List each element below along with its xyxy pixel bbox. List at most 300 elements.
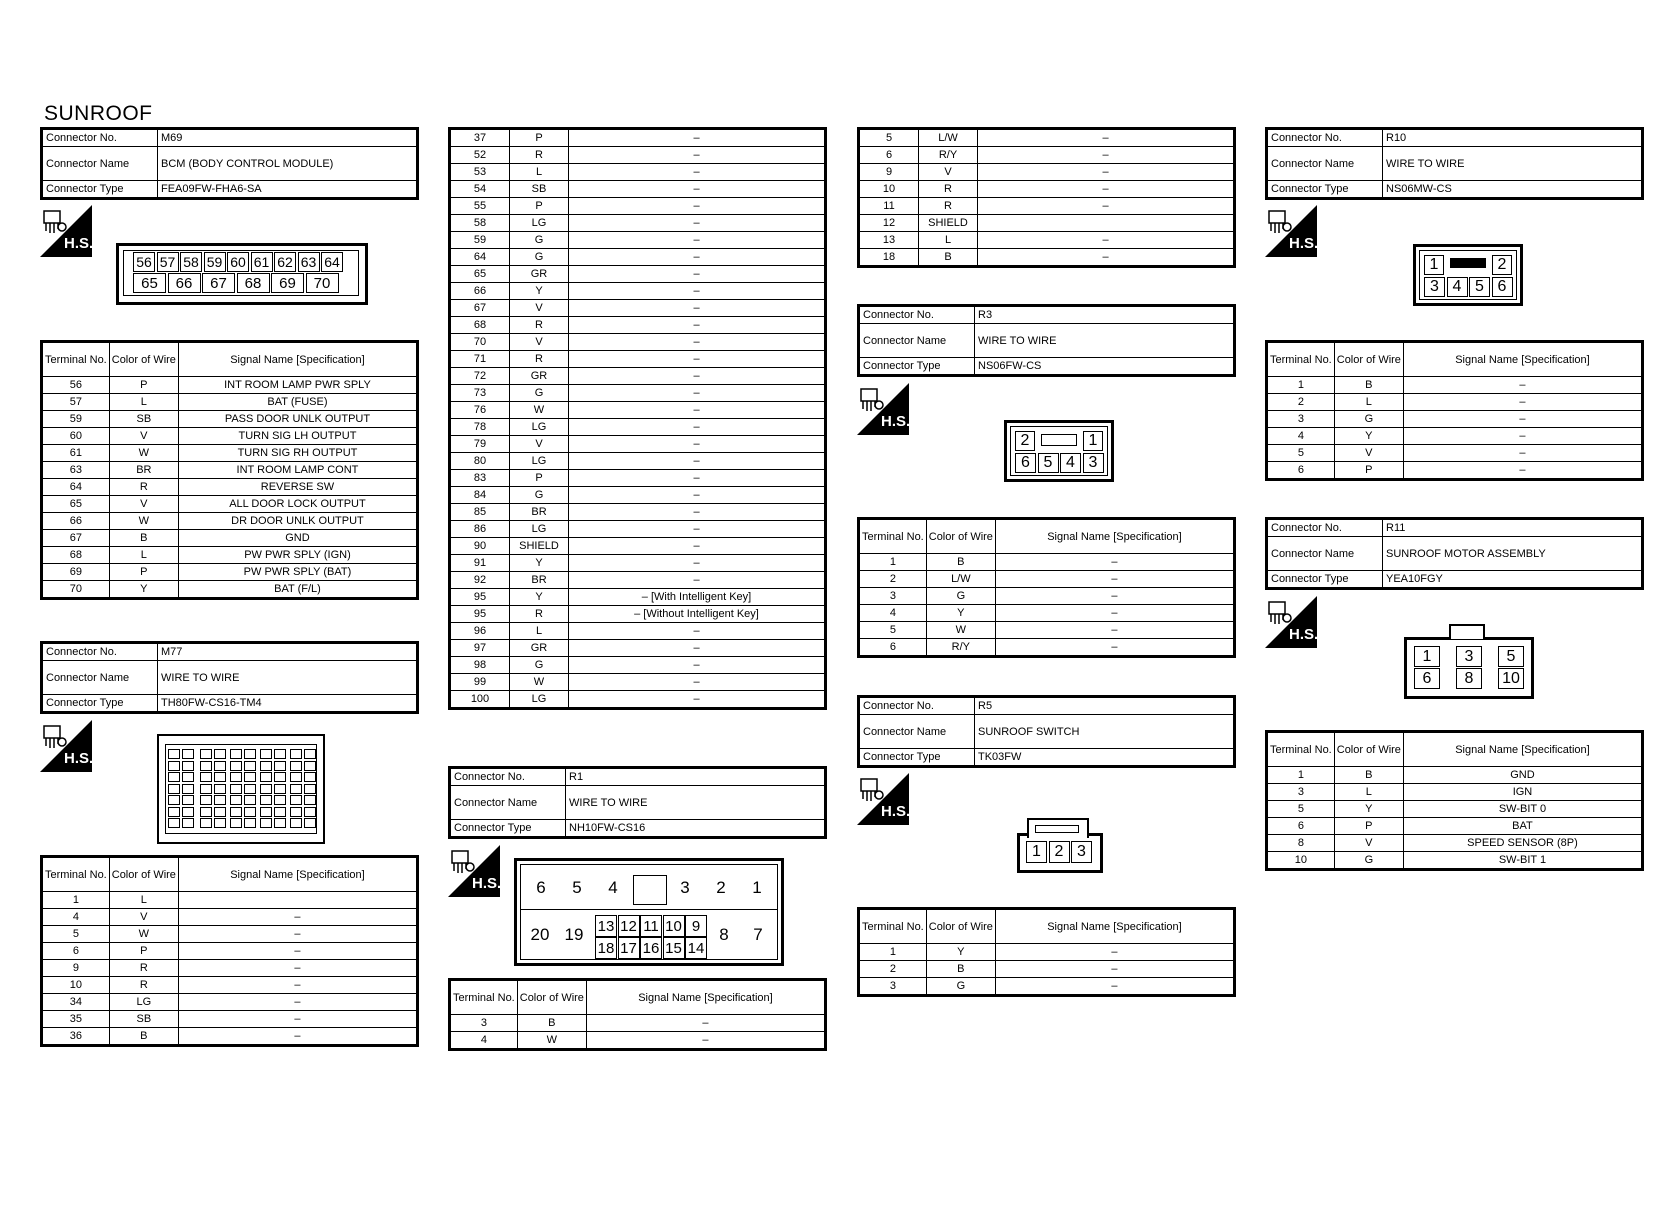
connector-name-label: Connector Name: [450, 786, 566, 820]
connector-pin: 56: [133, 252, 155, 272]
signal-cell: –: [569, 385, 826, 402]
table-row: [42, 547, 418, 564]
connector-pin: 3: [1083, 453, 1104, 473]
connector-no-label: Connector No.: [42, 643, 158, 661]
signal-cell: –: [569, 283, 826, 300]
connector-pin: 5: [1038, 453, 1059, 473]
connector-r11-latch: [1449, 624, 1485, 639]
table-row: [450, 351, 826, 368]
terminal-cell: 91: [450, 555, 510, 572]
connector-cavity: [244, 761, 256, 771]
signal-cell: SW-BIT 1: [1403, 852, 1642, 870]
harness-side-icon: [40, 205, 92, 257]
signal-cell: –: [569, 368, 826, 385]
color-cell: G: [510, 232, 569, 249]
color-cell: B: [926, 554, 995, 571]
connector-key: [633, 875, 667, 905]
terminal-cell: 66: [450, 283, 510, 300]
connector-pin: 58: [180, 252, 202, 272]
connector-cavity: [200, 818, 212, 828]
terminal-cell: 6: [1267, 462, 1335, 480]
signal-cell: TURN SIG LH OUTPUT: [178, 428, 417, 445]
color-cell: Y: [510, 555, 569, 572]
table-row: [859, 181, 1235, 198]
connector-pin: 8: [709, 915, 739, 955]
color-cell: BR: [510, 572, 569, 589]
signal-cell: GND: [178, 530, 417, 547]
color-cell: R: [919, 181, 978, 198]
terminal-cell: 64: [450, 249, 510, 266]
terminal-cell: 6: [42, 943, 110, 960]
table-row: [42, 530, 418, 547]
signal-cell: –: [569, 300, 826, 317]
connector-cavity: [168, 784, 180, 794]
color-cell: P: [510, 198, 569, 215]
connector-cavity: [290, 761, 302, 771]
color-header: Color of Wire: [109, 857, 178, 892]
connector-cavity: [214, 761, 226, 771]
connector-pin: 62: [274, 252, 296, 272]
color-cell: V: [510, 300, 569, 317]
table-row: [450, 215, 826, 232]
color-cell: V: [919, 164, 978, 181]
color-cell: LG: [510, 521, 569, 538]
terminal-cell: 99: [450, 674, 510, 691]
connector-pin: 3: [1071, 841, 1092, 863]
table-row: [450, 521, 826, 538]
connector-pin: 13: [595, 915, 617, 937]
connector-cavity: [260, 749, 272, 759]
connector-pin: 1: [741, 871, 773, 905]
connector-pin: 16: [640, 937, 662, 959]
color-cell: W: [109, 445, 178, 462]
color-cell: R: [510, 606, 569, 623]
table-row: [42, 479, 418, 496]
signal-cell: –: [569, 657, 826, 674]
connector-type-label: Connector Type: [859, 358, 975, 376]
connector-cavity: [260, 818, 272, 828]
signal-cell: –: [569, 470, 826, 487]
color-cell: P: [510, 129, 569, 147]
connector-pin: 68: [237, 273, 270, 293]
connector-cavity: [182, 807, 194, 817]
terminal-cell: 70: [450, 334, 510, 351]
connector-pin: 4: [1447, 277, 1468, 297]
connector-cavity: [200, 761, 212, 771]
terminal-cell: 52: [450, 147, 510, 164]
terminal-header: Terminal No.: [859, 909, 927, 944]
signal-cell: –: [569, 419, 826, 436]
terminal-cell: 67: [42, 530, 110, 547]
connector-cavity: [304, 795, 316, 805]
color-cell: W: [109, 513, 178, 530]
color-cell: B: [919, 249, 978, 267]
table-row: [859, 571, 1235, 588]
connector-name-label: Connector Name: [42, 147, 158, 181]
connector-pin: 14: [685, 937, 707, 959]
connector-type-label: Connector Type: [1267, 181, 1383, 199]
signal-cell: –: [569, 504, 826, 521]
signal-cell: PASS DOOR UNLK OUTPUT: [178, 411, 417, 428]
table-row: [1267, 445, 1643, 462]
connector-cavity: [260, 795, 272, 805]
terminal-cell: 6: [1267, 818, 1335, 835]
connector-name-label: Connector Name: [1267, 147, 1383, 181]
connector-cavity: [230, 761, 242, 771]
connector-no-value: R5: [975, 697, 1235, 715]
connector-type-label: Connector Type: [859, 749, 975, 767]
connector-cavity: [260, 761, 272, 771]
color-cell: W: [510, 674, 569, 691]
signal-cell: –: [569, 351, 826, 368]
signal-cell: –: [569, 691, 826, 709]
signal-cell: –: [978, 249, 1235, 267]
connector-cavity: [200, 807, 212, 817]
color-cell: L: [1334, 394, 1403, 411]
connector-name-label: Connector Name: [1267, 537, 1383, 571]
terminal-cell: 4: [1267, 428, 1335, 445]
color-cell: L: [1334, 784, 1403, 801]
terminal-cell: 36: [42, 1028, 110, 1046]
signal-cell: INT ROOM LAMP PWR SPLY: [178, 377, 417, 394]
connector-cavity: [168, 749, 180, 759]
signal-cell: GND: [1403, 767, 1642, 784]
signal-cell: –: [569, 249, 826, 266]
connector-cavity: [304, 749, 316, 759]
connector-cavity: [290, 818, 302, 828]
pin-row-divider: [521, 909, 777, 910]
connector-cavity: [244, 784, 256, 794]
color-cell: R/Y: [926, 639, 995, 657]
table-row: [1267, 801, 1643, 818]
terminal-cell: 18: [859, 249, 919, 267]
connector-cavity: [230, 807, 242, 817]
table-row: [42, 1011, 418, 1028]
color-cell: R: [109, 479, 178, 496]
terminal-header: Terminal No.: [450, 980, 518, 1015]
connector-pin: 61: [251, 252, 273, 272]
signal-cell: –: [569, 436, 826, 453]
connector-name-value: WIRE TO WIRE: [158, 661, 418, 695]
table-row: [859, 147, 1235, 164]
terminal-cell: 6: [859, 147, 919, 164]
connector-cavity: [244, 749, 256, 759]
connector-pin: 64: [321, 252, 343, 272]
table-row: [1267, 377, 1643, 394]
color-cell: B: [109, 1028, 178, 1046]
table-row: [1267, 462, 1643, 480]
terminal-cell: 2: [859, 571, 927, 588]
table-row: [42, 394, 418, 411]
terminal-cell: 5: [1267, 445, 1335, 462]
color-cell: L: [919, 232, 978, 249]
connector-cavity: [230, 749, 242, 759]
table-row: [450, 402, 826, 419]
signal-cell: – [With Intelligent Key]: [569, 589, 826, 606]
table-row: [859, 215, 1235, 232]
signal-cell: –: [978, 164, 1235, 181]
connector-pin: 2: [1049, 841, 1070, 863]
connector-cavity: [244, 772, 256, 782]
signal-cell: [978, 215, 1235, 232]
terminal-cell: 90: [450, 538, 510, 555]
table-row: [859, 605, 1235, 622]
terminal-cell: 53: [450, 164, 510, 181]
signal-cell: –: [586, 1015, 825, 1032]
signal-cell: –: [995, 588, 1234, 605]
connector-name-value: WIRE TO WIRE: [975, 324, 1235, 358]
table-row: [42, 1028, 418, 1046]
color-header: Color of Wire: [926, 519, 995, 554]
signal-cell: –: [178, 943, 417, 960]
color-cell: L: [109, 892, 178, 909]
color-cell: BR: [109, 462, 178, 479]
color-cell: B: [1334, 767, 1403, 784]
color-header: Color of Wire: [517, 980, 586, 1015]
terminal-cell: 98: [450, 657, 510, 674]
table-row: [450, 572, 826, 589]
terminal-cell: 9: [42, 960, 110, 977]
connector-cavity: [214, 807, 226, 817]
connector-r1-info: [448, 766, 827, 839]
connector-cavity: [214, 795, 226, 805]
connector-name-label: Connector Name: [859, 715, 975, 749]
terminal-header: Terminal No.: [42, 342, 110, 377]
terminal-cell: 57: [42, 394, 110, 411]
table-row: [42, 428, 418, 445]
connector-cavity: [274, 772, 286, 782]
color-cell: R: [510, 351, 569, 368]
table-row: [450, 640, 826, 657]
table-row: [859, 232, 1235, 249]
connector-cavity: [304, 761, 316, 771]
connector-type-value: YEA10FGY: [1383, 571, 1643, 589]
signal-cell: –: [995, 554, 1234, 571]
signal-cell: –: [178, 926, 417, 943]
connector-cavity: [182, 772, 194, 782]
connector-pin: 1: [1026, 841, 1047, 863]
color-header: Color of Wire: [1334, 342, 1403, 377]
connector-pin: 18: [595, 937, 617, 959]
connector-r5-terminal-table: [857, 907, 1236, 997]
terminal-cell: 3: [859, 978, 927, 996]
connector-r3-info: [857, 304, 1236, 377]
color-cell: BR: [510, 504, 569, 521]
connector-pin: 69: [271, 273, 304, 293]
terminal-cell: 55: [450, 198, 510, 215]
connector-no-label: Connector No.: [859, 306, 975, 324]
color-header: Color of Wire: [109, 342, 178, 377]
table-row: [450, 283, 826, 300]
color-cell: LG: [109, 994, 178, 1011]
signal-cell: [178, 892, 417, 909]
terminal-cell: 5: [859, 622, 927, 639]
harness-side-icon: [1265, 596, 1317, 648]
signal-cell: –: [1403, 445, 1642, 462]
terminal-cell: 4: [42, 909, 110, 926]
table-row: [450, 674, 826, 691]
connector-r10-terminal-table: [1265, 340, 1644, 481]
harness-side-label: H.S.: [1289, 235, 1319, 252]
connector-pin: 63: [298, 252, 320, 272]
terminal-cell: 61: [42, 445, 110, 462]
table-row: [859, 639, 1235, 657]
signal-cell: –: [995, 622, 1234, 639]
table-row: [42, 977, 418, 994]
connector-m77-info: [40, 641, 419, 714]
terminal-cell: 65: [450, 266, 510, 283]
signal-cell: –: [178, 977, 417, 994]
harness-side-label: H.S.: [472, 875, 502, 892]
table-row: [1267, 784, 1643, 801]
signal-cell: –: [995, 571, 1234, 588]
signal-cell: –: [1403, 462, 1642, 480]
terminal-cell: 3: [450, 1015, 518, 1032]
terminal-cell: 95: [450, 589, 510, 606]
connector-cavity: [274, 784, 286, 794]
connector-cavity: [230, 772, 242, 782]
connector-cavity: [182, 749, 194, 759]
signal-cell: –: [569, 555, 826, 572]
connector-cavity: [244, 795, 256, 805]
connector-pin: 10: [1498, 668, 1524, 689]
color-cell: G: [926, 978, 995, 996]
connector-pin: 2: [705, 871, 737, 905]
connector-name-value: WIRE TO WIRE: [1383, 147, 1643, 181]
connector-cavity: [244, 818, 256, 828]
signal-cell: –: [569, 317, 826, 334]
terminal-header: Terminal No.: [42, 857, 110, 892]
table-row: [450, 385, 826, 402]
connector-type-label: Connector Type: [450, 820, 566, 838]
table-row: [450, 1015, 826, 1032]
color-cell: G: [926, 588, 995, 605]
connector-cavity: [274, 795, 286, 805]
connector-cavity: [260, 784, 272, 794]
terminal-cell: 3: [1267, 411, 1335, 428]
terminal-cell: 1: [859, 944, 927, 961]
color-cell: LG: [510, 453, 569, 470]
signal-cell: –: [995, 978, 1234, 996]
signal-cell: –: [569, 402, 826, 419]
table-row: [1267, 835, 1643, 852]
page-title: SUNROOF: [44, 102, 153, 125]
connector-cavity: [304, 784, 316, 794]
terminal-cell: 65: [42, 496, 110, 513]
connector-pin: 15: [663, 937, 685, 959]
connector-type-value: NH10FW-CS16: [566, 820, 826, 838]
terminal-cell: 85: [450, 504, 510, 521]
connector-cavity: [200, 795, 212, 805]
connector-cavity: [274, 761, 286, 771]
signal-header: Signal Name [Specification]: [995, 519, 1234, 554]
signal-header: Signal Name [Specification]: [995, 909, 1234, 944]
terminal-cell: 83: [450, 470, 510, 487]
signal-cell: –: [569, 521, 826, 538]
color-cell: V: [109, 496, 178, 513]
harness-side-label: H.S.: [64, 750, 94, 767]
connector-m69-info: [40, 127, 419, 200]
terminal-cell: 10: [42, 977, 110, 994]
table-row: [450, 129, 826, 147]
color-cell: L: [109, 394, 178, 411]
connector-cavity: [182, 795, 194, 805]
color-cell: L: [510, 164, 569, 181]
color-cell: SB: [510, 181, 569, 198]
connector-key: [1041, 434, 1077, 446]
table-row: [450, 300, 826, 317]
color-cell: Y: [926, 605, 995, 622]
color-cell: R/Y: [919, 147, 978, 164]
terminal-cell: 86: [450, 521, 510, 538]
signal-cell: –: [995, 944, 1234, 961]
table-row: [450, 623, 826, 640]
color-cell: L/W: [919, 129, 978, 147]
signal-cell: REVERSE SW: [178, 479, 417, 496]
table-row: [42, 581, 418, 599]
table-row: [1267, 394, 1643, 411]
connector-pin: 11: [640, 915, 662, 937]
terminal-cell: 58: [450, 215, 510, 232]
connector-pin: 4: [1060, 453, 1081, 473]
connector-r3-diagram: [1004, 420, 1114, 482]
connector-cavity: [200, 784, 212, 794]
table-row: [450, 606, 826, 623]
connector-pin: 59: [204, 252, 226, 272]
connector-cavity: [260, 807, 272, 817]
connector-pin: 2: [1015, 431, 1035, 451]
connector-cavity: [260, 772, 272, 782]
connector-cavity: [230, 784, 242, 794]
harness-side-icon: [40, 720, 92, 772]
connector-m77-terminal-table: [40, 855, 419, 1047]
connector-cavity: [304, 818, 316, 828]
connector-cavity: [230, 795, 242, 805]
signal-cell: –: [569, 181, 826, 198]
table-row: [450, 657, 826, 674]
terminal-cell: 67: [450, 300, 510, 317]
table-row: [450, 232, 826, 249]
connector-cavity: [182, 784, 194, 794]
connector-name-value: SUNROOF SWITCH: [975, 715, 1235, 749]
color-cell: V: [1334, 445, 1403, 462]
signal-cell: BAT (F/L): [178, 581, 417, 599]
connector-pin: 60: [227, 252, 249, 272]
signal-header: Signal Name [Specification]: [1403, 342, 1642, 377]
harness-side-icon: [448, 845, 500, 897]
connector-m69-terminal-table: [40, 340, 419, 600]
table-row: [859, 249, 1235, 267]
connector-no-label: Connector No.: [450, 768, 566, 786]
color-header: Color of Wire: [926, 909, 995, 944]
connector-type-label: Connector Type: [1267, 571, 1383, 589]
signal-cell: INT ROOM LAMP CONT: [178, 462, 417, 479]
connector-pin: 1: [1424, 255, 1444, 275]
table-row: [42, 960, 418, 977]
connector-name-label: Connector Name: [42, 661, 158, 695]
color-cell: Y: [1334, 428, 1403, 445]
connector-no-value: R11: [1383, 519, 1643, 537]
signal-cell: –: [178, 909, 417, 926]
color-cell: LG: [510, 691, 569, 709]
table-row: [450, 589, 826, 606]
table-row: [42, 994, 418, 1011]
connector-cavity: [290, 807, 302, 817]
connector-pin: 70: [306, 273, 339, 293]
connector-r1-terminal-table-continued: [857, 127, 1236, 268]
connector-pin: 6: [1492, 277, 1513, 297]
table-row: [450, 368, 826, 385]
